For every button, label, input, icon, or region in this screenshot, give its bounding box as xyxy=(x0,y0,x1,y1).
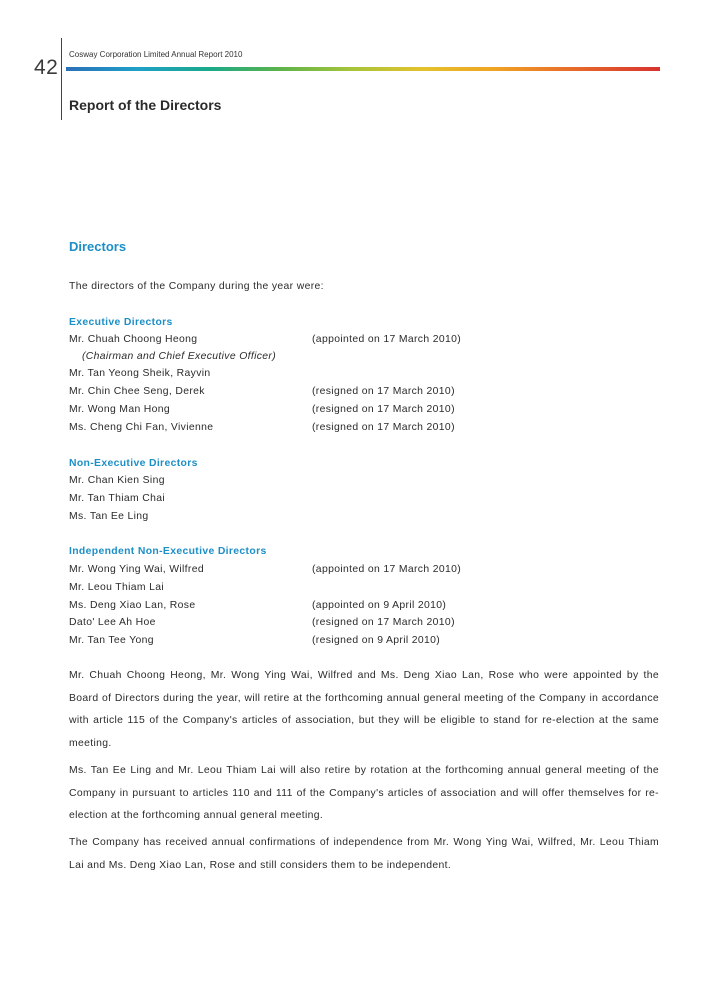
director-row xyxy=(69,404,659,420)
group-title-independent: Independent Non-Executive Directors xyxy=(69,546,267,557)
report-line: Cosway Corporation Limited Annual Report 2010 xyxy=(69,50,243,59)
director-name: Ms. Cheng Chi Fan, Vivienne xyxy=(69,422,214,433)
paragraph: Ms. Tan Ee Ling and Mr. Leou Thiam Lai will also retire by rotation at the forthcoming annual general meeting of the Company in pursuant to articles 110 and 111 of the Company's articles of association and will offer themselves for re-election at the forthcoming annual general meeting. xyxy=(69,765,659,821)
director-name: Mr. Wong Ying Wai, Wilfred xyxy=(69,564,204,575)
vertical-rule xyxy=(61,38,62,120)
director-row xyxy=(69,422,659,438)
director-name: Mr. Tan Thiam Chai xyxy=(69,493,166,504)
director-row xyxy=(69,334,659,350)
director-row xyxy=(69,564,659,580)
director-row xyxy=(69,511,659,527)
director-row xyxy=(69,493,659,509)
group-title-non-executive: Non-Executive Directors xyxy=(69,458,198,469)
director-row xyxy=(69,635,659,651)
director-note: (appointed on 9 April 2010) xyxy=(312,600,447,611)
paragraph: Mr. Chuah Choong Heong, Mr. Wong Ying Wai, Wilfred and Ms. Deng Xiao Lan, Rose who were appointed by the Board of Directors during the year, will retire at the forthcoming annual general meeting of the Company in accordance with article 115 of the Company's articles of association, but they will be eligible to stand for re-election at the same meeting. xyxy=(69,670,659,749)
director-name: Mr. Chan Kien Sing xyxy=(69,475,165,486)
director-row xyxy=(69,351,659,367)
director-row xyxy=(69,475,659,491)
page-number: 42 xyxy=(34,56,59,79)
director-row xyxy=(69,386,659,402)
director-note: (resigned on 17 March 2010) xyxy=(312,404,455,415)
director-row xyxy=(69,582,659,598)
director-name: Dato' Lee Ah Hoe xyxy=(69,617,156,628)
section-title: Report of the Directors xyxy=(69,97,222,113)
director-row xyxy=(69,600,659,616)
director-note: (resigned on 17 March 2010) xyxy=(312,422,455,433)
director-row xyxy=(69,617,659,633)
director-name: Mr. Leou Thiam Lai xyxy=(69,582,165,593)
director-name: (Chairman and Chief Executive Officer) xyxy=(82,351,277,362)
group-title-executive: Executive Directors xyxy=(69,317,173,328)
director-note: (resigned on 17 March 2010) xyxy=(312,386,455,397)
director-name: Mr. Wong Man Hong xyxy=(69,404,171,415)
directors-intro: The directors of the Company during the year were: xyxy=(69,281,324,292)
director-name: Ms. Tan Ee Ling xyxy=(69,511,149,522)
director-name: Mr. Chin Chee Seng, Derek xyxy=(69,386,205,397)
director-row xyxy=(69,368,659,384)
director-note: (resigned on 17 March 2010) xyxy=(312,617,455,628)
director-name: Ms. Deng Xiao Lan, Rose xyxy=(69,600,196,611)
director-note: (resigned on 9 April 2010) xyxy=(312,635,441,646)
director-note: (appointed on 17 March 2010) xyxy=(312,564,462,575)
director-name: Mr. Tan Yeong Sheik, Rayvin xyxy=(69,368,211,379)
paragraph: The Company has received annual confirmations of independence from Mr. Wong Ying Wai, Wilfred, Mr. Leou Thiam Lai and Ms. Deng Xiao Lan, Rose and still considers them to be independent. xyxy=(69,837,659,871)
director-name: Mr. Tan Tee Yong xyxy=(69,635,154,646)
director-name: Mr. Chuah Choong Heong xyxy=(69,334,198,345)
director-note: (appointed on 17 March 2010) xyxy=(312,334,462,345)
directors-heading: Directors xyxy=(69,239,127,254)
color-bar xyxy=(66,67,660,71)
